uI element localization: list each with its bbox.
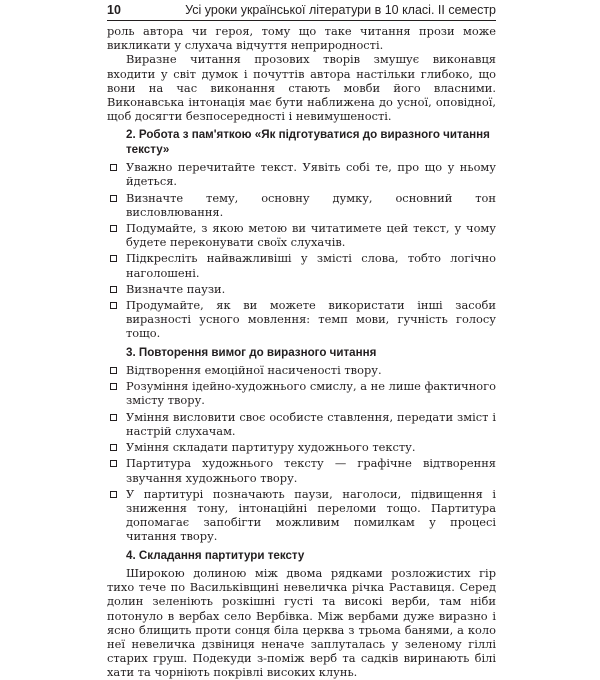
checkbox-square-icon xyxy=(110,286,117,293)
checkbox-square-icon xyxy=(110,444,117,451)
list-item xyxy=(107,251,496,279)
list-item xyxy=(107,379,496,407)
list-item-text: Уміння висловити своє особисте ставлення, передати зміст і настрій слухачам. xyxy=(126,409,496,438)
checkbox-square-icon xyxy=(110,383,117,390)
checkbox-square-icon xyxy=(110,195,117,202)
checkbox-square-icon xyxy=(110,302,117,309)
requirements-list xyxy=(107,363,496,543)
list-item xyxy=(107,363,496,377)
list-item xyxy=(107,298,496,341)
section-heading: 2. Робота з пам'яткою «Як підготуватися до виразного читання тексту» xyxy=(126,128,490,156)
list-item-text: Уважно перечитайте текст. Уявіть собі те, про що у ньому йдеться. xyxy=(126,160,496,189)
intro-paragraph: роль автора чи героя, тому що таке читання прози може викликати у слухача відчуття неприродності. xyxy=(107,24,496,53)
page-body xyxy=(107,24,496,680)
list-item xyxy=(107,282,496,296)
list-item-text: Розуміння ідейно-художнього смислу, а не лише фактичного змісту твору. xyxy=(126,379,496,408)
checkbox-square-icon xyxy=(110,414,117,421)
list-item-text: Уміння складати партитуру художнього тексту. xyxy=(126,440,416,455)
list-item xyxy=(107,440,496,454)
page-number: 10 xyxy=(107,3,121,17)
list-item-text: Визначте тему, основну думку, основний тон висловлювання. xyxy=(126,190,496,219)
list-item-text: Подумайте, з якою метою ви читатимете цей текст, у чому будете переконувати своїх слухачів. xyxy=(126,221,496,250)
list-item-text: Партитура художнього тексту — графічне відтворення звучання художнього твору. xyxy=(126,456,496,485)
list-item xyxy=(107,456,496,484)
page-header xyxy=(107,0,496,21)
memo-list xyxy=(107,160,496,340)
list-item-text: Відтворення емоційної насиченості твору. xyxy=(126,363,382,378)
list-item-text: У партитурі позначають паузи, наголоси, підвищення і зниження тону, інтонаційні переломи тощо. Партитура допомагає запобігти можливим помилкам у процесі читання твору. xyxy=(126,486,496,544)
section-heading: 4. Складання партитури тексту xyxy=(126,548,305,562)
list-item xyxy=(107,221,496,249)
checkbox-square-icon xyxy=(110,164,117,171)
list-item-text: Підкресліть найважливіші у змісті слова, тобто логічно наголошені. xyxy=(126,251,496,280)
running-title: Усі уроки української літератури в 10 класі. ІІ семестр xyxy=(185,3,496,17)
checkbox-square-icon xyxy=(110,367,117,374)
checkbox-square-icon xyxy=(110,491,117,498)
checkbox-square-icon xyxy=(110,255,117,262)
list-item-text: Визначте паузи. xyxy=(126,281,226,296)
list-item xyxy=(107,487,496,544)
intro-paragraph: Виразне читання прозових творів змушує виконавця входити у світ думок і почуттів автора настільки глибоко, що вони на час виконання стають мовби його власними. Виконавська інтонація має бути наближена до усної, оповідної, щоб досягти безпосередності і невимушеності. xyxy=(107,52,496,124)
list-item xyxy=(107,410,496,438)
list-item xyxy=(107,191,496,219)
text-excerpt-paragraph: Широкою долиною між двома рядками розложистих гір тихо тече по Васильківщині невеличка річка Раставиця. Серед долин зеленіють розкішні густі та високі верби, там ніби потонуло в вербах село Вербівка. Між вербами дуже виразно і ясно блищить проти сонця біла церква з трьома банями, а коло неї невеличка дзвіниця неначе заплуталась у зеленому гіллі старих груш. Подекуди з-поміж верб та садків виринають білі хати та чорніють покрівлі високих клунь. xyxy=(107,565,496,680)
section-heading: 3. Повторення вимог до виразного читання xyxy=(126,345,377,359)
list-item-text: Продумайте, як ви можете використати інші засоби виразності усного мовлення: темп мови, гучність голосу тощо. xyxy=(126,298,496,341)
checkbox-square-icon xyxy=(110,460,117,467)
list-item xyxy=(107,160,496,188)
checkbox-square-icon xyxy=(110,225,117,232)
